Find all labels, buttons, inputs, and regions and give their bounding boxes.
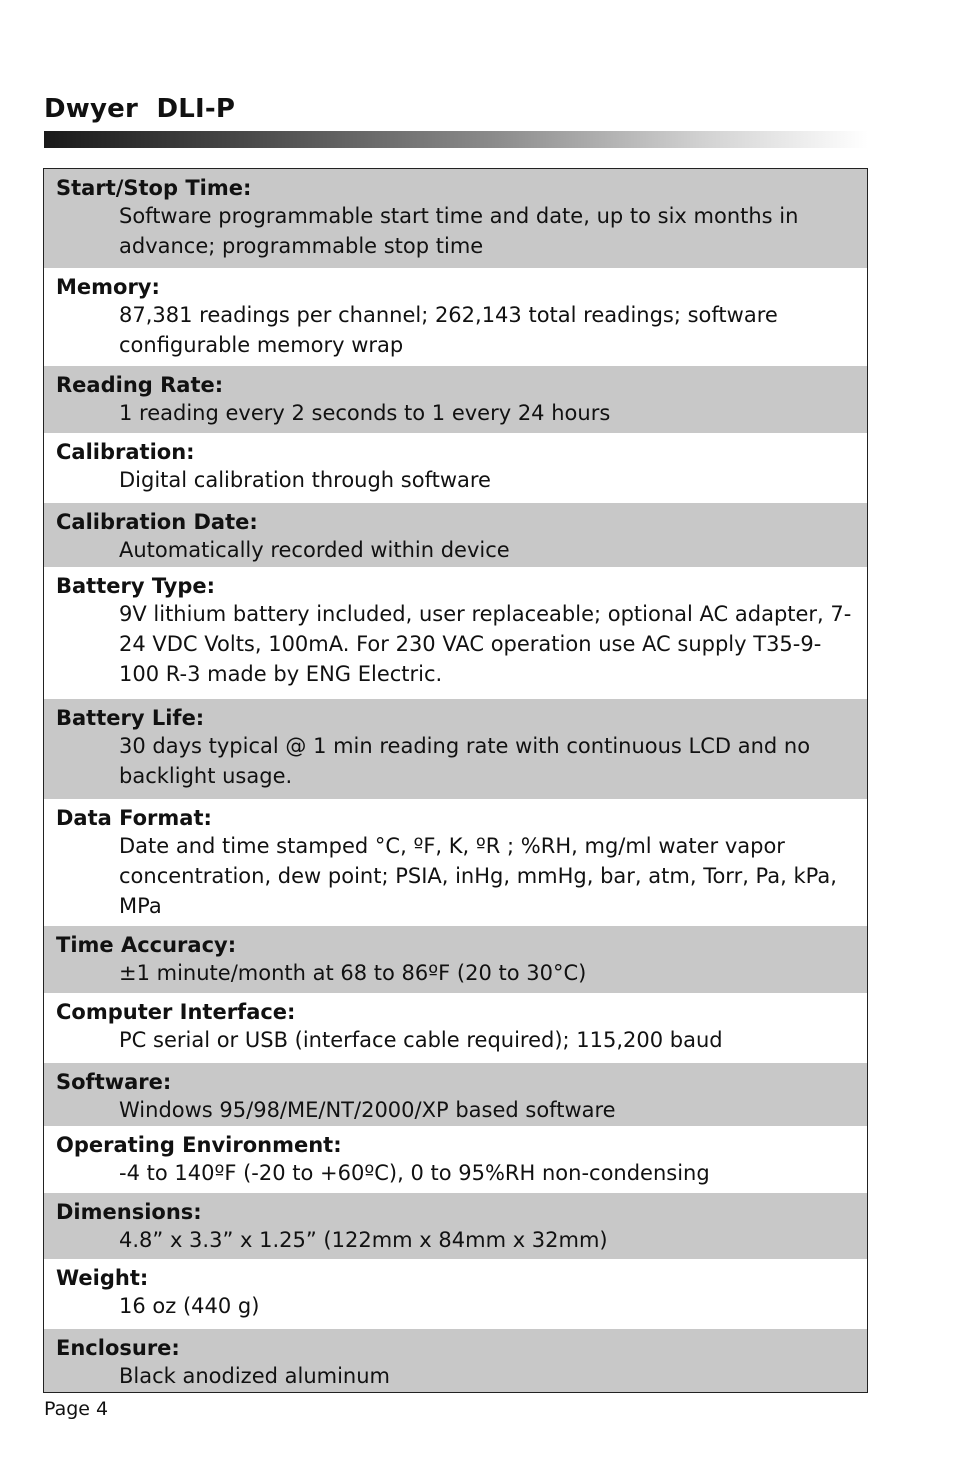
spec-value: Digital calibration through software (119, 468, 491, 492)
spec-value: 9V lithium battery included, user replaceable; optional AC adapter, 7-24 VDC Volts, 100mA. For 230 VAC operation use AC supply T35-9-100 R-3 made by ENG Electric. (119, 602, 852, 686)
spec-row-memory (44, 268, 867, 366)
spec-row-computer-interface (44, 993, 867, 1063)
spec-label: Weight: (56, 1266, 149, 1290)
spec-row-weight (44, 1259, 867, 1329)
spec-label: Operating Environment: (56, 1133, 342, 1157)
spec-row-battery-life (44, 699, 867, 799)
spec-label: Start/Stop Time: (56, 176, 252, 200)
spec-value: Windows 95/98/ME/NT/2000/XP based software (119, 1098, 616, 1122)
spec-value: Software programmable start time and date, up to six months in advance; programmable stop time (119, 204, 799, 258)
header-gradient-bar (44, 131, 868, 148)
spec-value: Date and time stamped °C, ºF, K, ºR ; %RH, mg/ml water vapor concentration, dew point; PSIA, inHg, mmHg, bar, atm, Torr, Pa, kPa, MPa (119, 834, 837, 918)
spec-row-software (44, 1063, 867, 1126)
spec-value: Black anodized aluminum (119, 1364, 391, 1388)
spec-row-reading-rate (44, 366, 867, 433)
spec-value: Automatically recorded within device (119, 538, 510, 562)
spec-label: Calibration Date: (56, 510, 258, 534)
spec-label: Computer Interface: (56, 1000, 296, 1024)
spec-value: ±1 minute/month at 68 to 86ºF (20 to 30°C) (119, 961, 587, 985)
document-title: Dwyer DLI-P (44, 94, 236, 124)
page-number: Page 4 (44, 1398, 109, 1420)
spec-row-data-format (44, 799, 867, 926)
spec-label: Calibration: (56, 440, 195, 464)
spec-row-enclosure (44, 1329, 867, 1392)
spec-value: 1 reading every 2 seconds to 1 every 24 hours (119, 401, 611, 425)
spec-row-battery-type (44, 567, 867, 699)
spec-value: PC serial or USB (interface cable required); 115,200 baud (119, 1028, 723, 1052)
spec-value: 16 oz (440 g) (119, 1294, 260, 1318)
spec-label: Dimensions: (56, 1200, 202, 1224)
spec-label: Reading Rate: (56, 373, 224, 397)
spec-row-operating-environment (44, 1126, 867, 1193)
specifications-table (43, 168, 868, 1393)
spec-label: Memory: (56, 275, 160, 299)
spec-value: -4 to 140ºF (-20 to +60ºC), 0 to 95%RH non-condensing (119, 1161, 710, 1185)
spec-value: 87,381 readings per channel; 262,143 total readings; software configurable memory wrap (119, 303, 778, 357)
spec-row-start-stop-time (44, 169, 867, 268)
spec-row-dimensions (44, 1193, 867, 1259)
spec-value: 4.8” x 3.3” x 1.25” (122mm x 84mm x 32mm) (119, 1228, 608, 1252)
spec-row-time-accuracy (44, 926, 867, 993)
spec-label: Data Format: (56, 806, 212, 830)
spec-row-calibration (44, 433, 867, 503)
spec-row-calibration-date (44, 503, 867, 567)
spec-label: Enclosure: (56, 1336, 180, 1360)
spec-label: Software: (56, 1070, 172, 1094)
spec-value: 30 days typical @ 1 min reading rate with continuous LCD and no backlight usage. (119, 734, 811, 788)
spec-label: Time Accuracy: (56, 933, 237, 957)
spec-label: Battery Type: (56, 574, 216, 598)
spec-label: Battery Life: (56, 706, 205, 730)
